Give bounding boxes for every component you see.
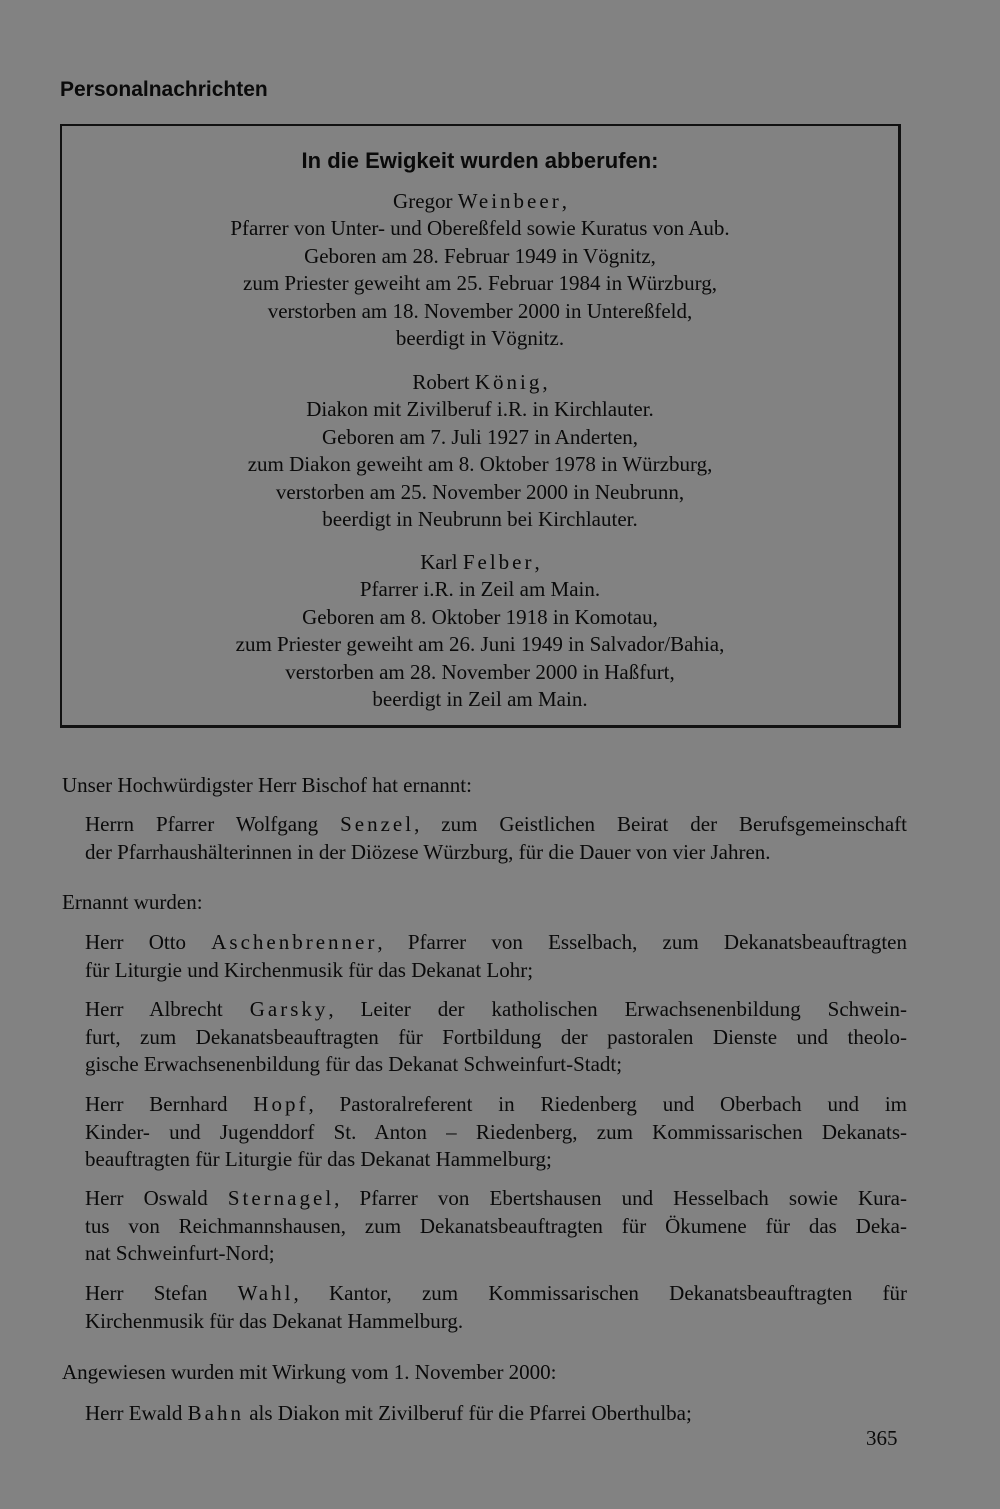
obituary-line: zum Priester geweiht am 26. Juni 1949 in Salvador/Bahia, (235, 632, 725, 657)
obituary-line: Diakon mit Zivilberuf i.R. in Kirchlauter. (306, 397, 654, 422)
paragraph-line: Herr Ewald Bahn als Diakon mit Zivilberuf für die Pfarrei Oberthulba; (85, 1401, 692, 1425)
ernannt-label: Ernannt wurden: (62, 890, 203, 914)
paragraph-line: nat Schweinfurt-Nord; (85, 1241, 275, 1266)
paragraph-line: furt, zum Dekanatsbeauftragten für Fortbildung der pastoralen Dienste und theolo- (85, 1024, 907, 1049)
obituary-line: verstorben am 25. November 2000 in Neubrunn, (275, 479, 685, 504)
paragraph-line: Kirchenmusik für das Dekanat Hammelburg. (85, 1308, 464, 1333)
obituary-name: Gregor Weinbeer, (393, 189, 567, 213)
appointment-paragraph (85, 1280, 907, 1335)
obituary-entry (62, 369, 898, 533)
paragraph-line: Herrn Pfarrer Wolfgang Senzel, zum Geistlichen Beirat der Berufsgemeinschaft (85, 812, 907, 836)
obituary-box-title: In die Ewigkeit wurden abberufen: (301, 148, 659, 173)
paragraph-line: Kinder- und Jugenddorf St. Anton – Riedenberg, zum Kommissarischen Dekanats- (85, 1119, 907, 1144)
obituary-line: Geboren am 7. Juli 1927 in Anderten, (321, 424, 639, 449)
obituary-box (60, 124, 901, 728)
obituary-line: Geboren am 8. Oktober 1918 in Komotau, (302, 604, 658, 629)
obituary-entry (62, 549, 898, 713)
obituary-line: beerdigt in Vögnitz. (395, 326, 565, 351)
paragraph-line: gische Erwachsenenbildung für das Dekanat Schweinfurt-Stadt; (85, 1052, 623, 1077)
appointment-paragraph (85, 1400, 907, 1428)
obituary-line: Geboren am 28. Februar 1949 in Vögnitz, (304, 243, 656, 268)
appointment-paragraph (85, 1091, 907, 1174)
appointment-paragraph (85, 929, 907, 984)
obituary-entry (62, 188, 898, 352)
appointment-paragraph (85, 996, 907, 1079)
page-number: 365 (866, 1426, 898, 1450)
obituary-name: Robert König, (412, 370, 548, 394)
appointment-paragraph (85, 811, 907, 866)
appointment-paragraph (85, 1185, 907, 1268)
obituary-line: zum Diakon geweiht am 8. Oktober 1978 in Würzburg, (247, 452, 713, 477)
paragraph-line: beauftragten für Liturgie für das Dekanat Hammelburg; (85, 1147, 552, 1172)
angewiesen-label: Angewiesen wurden mit Wirkung vom 1. November 2000: (62, 1360, 557, 1384)
obituary-name: Karl Felber, (420, 550, 540, 574)
paragraph-line: Herr Otto Aschenbrenner, Pfarrer von Esselbach, zum Dekanatsbeauftragten (85, 930, 907, 954)
obituary-line: beerdigt in Zeil am Main. (372, 687, 588, 712)
obituary-line: zum Priester geweiht am 25. Februar 1984 in Würzburg, (243, 271, 717, 296)
paragraph-line: Herr Bernhard Hopf, Pastoralreferent in Riedenberg und Oberbach und im (85, 1092, 907, 1116)
obituary-line: verstorben am 18. November 2000 in Untereßfeld, (267, 298, 693, 323)
paragraph-line: Herr Oswald Sternagel, Pfarrer von Ebertshausen und Hesselbach sowie Kura- (85, 1186, 907, 1210)
obituary-line: beerdigt in Neubrunn bei Kirchlauter. (322, 507, 638, 532)
paragraph-line: Herr Stefan Wahl, Kantor, zum Kommissarischen Dekanatsbeauftragten für (85, 1281, 907, 1305)
paragraph-line: der Pfarrhaushälterinnen in der Diözese Würzburg, für die Dauer von vier Jahren. (85, 839, 771, 864)
obituary-line: Pfarrer von Unter- und Obereßfeld sowie Kuratus von Aub. (230, 216, 730, 241)
paragraph-line: für Liturgie und Kirchenmusik für das Dekanat Lohr; (85, 957, 534, 982)
obituary-line: Pfarrer i.R. in Zeil am Main. (359, 577, 601, 602)
obituary-line: verstorben am 28. November 2000 in Haßfurt, (285, 659, 675, 684)
section-header: Personalnachrichten (60, 78, 268, 101)
paragraph-line: tus von Reichmannshausen, zum Dekanatsbeauftragten für Ökumene für das Deka- (85, 1213, 907, 1238)
paragraph-line: Herr Albrecht Garsky, Leiter der katholischen Erwachsenenbildung Schwein- (85, 997, 907, 1021)
bischof-label: Unser Hochwürdigster Herr Bischof hat ernannt: (62, 773, 472, 797)
